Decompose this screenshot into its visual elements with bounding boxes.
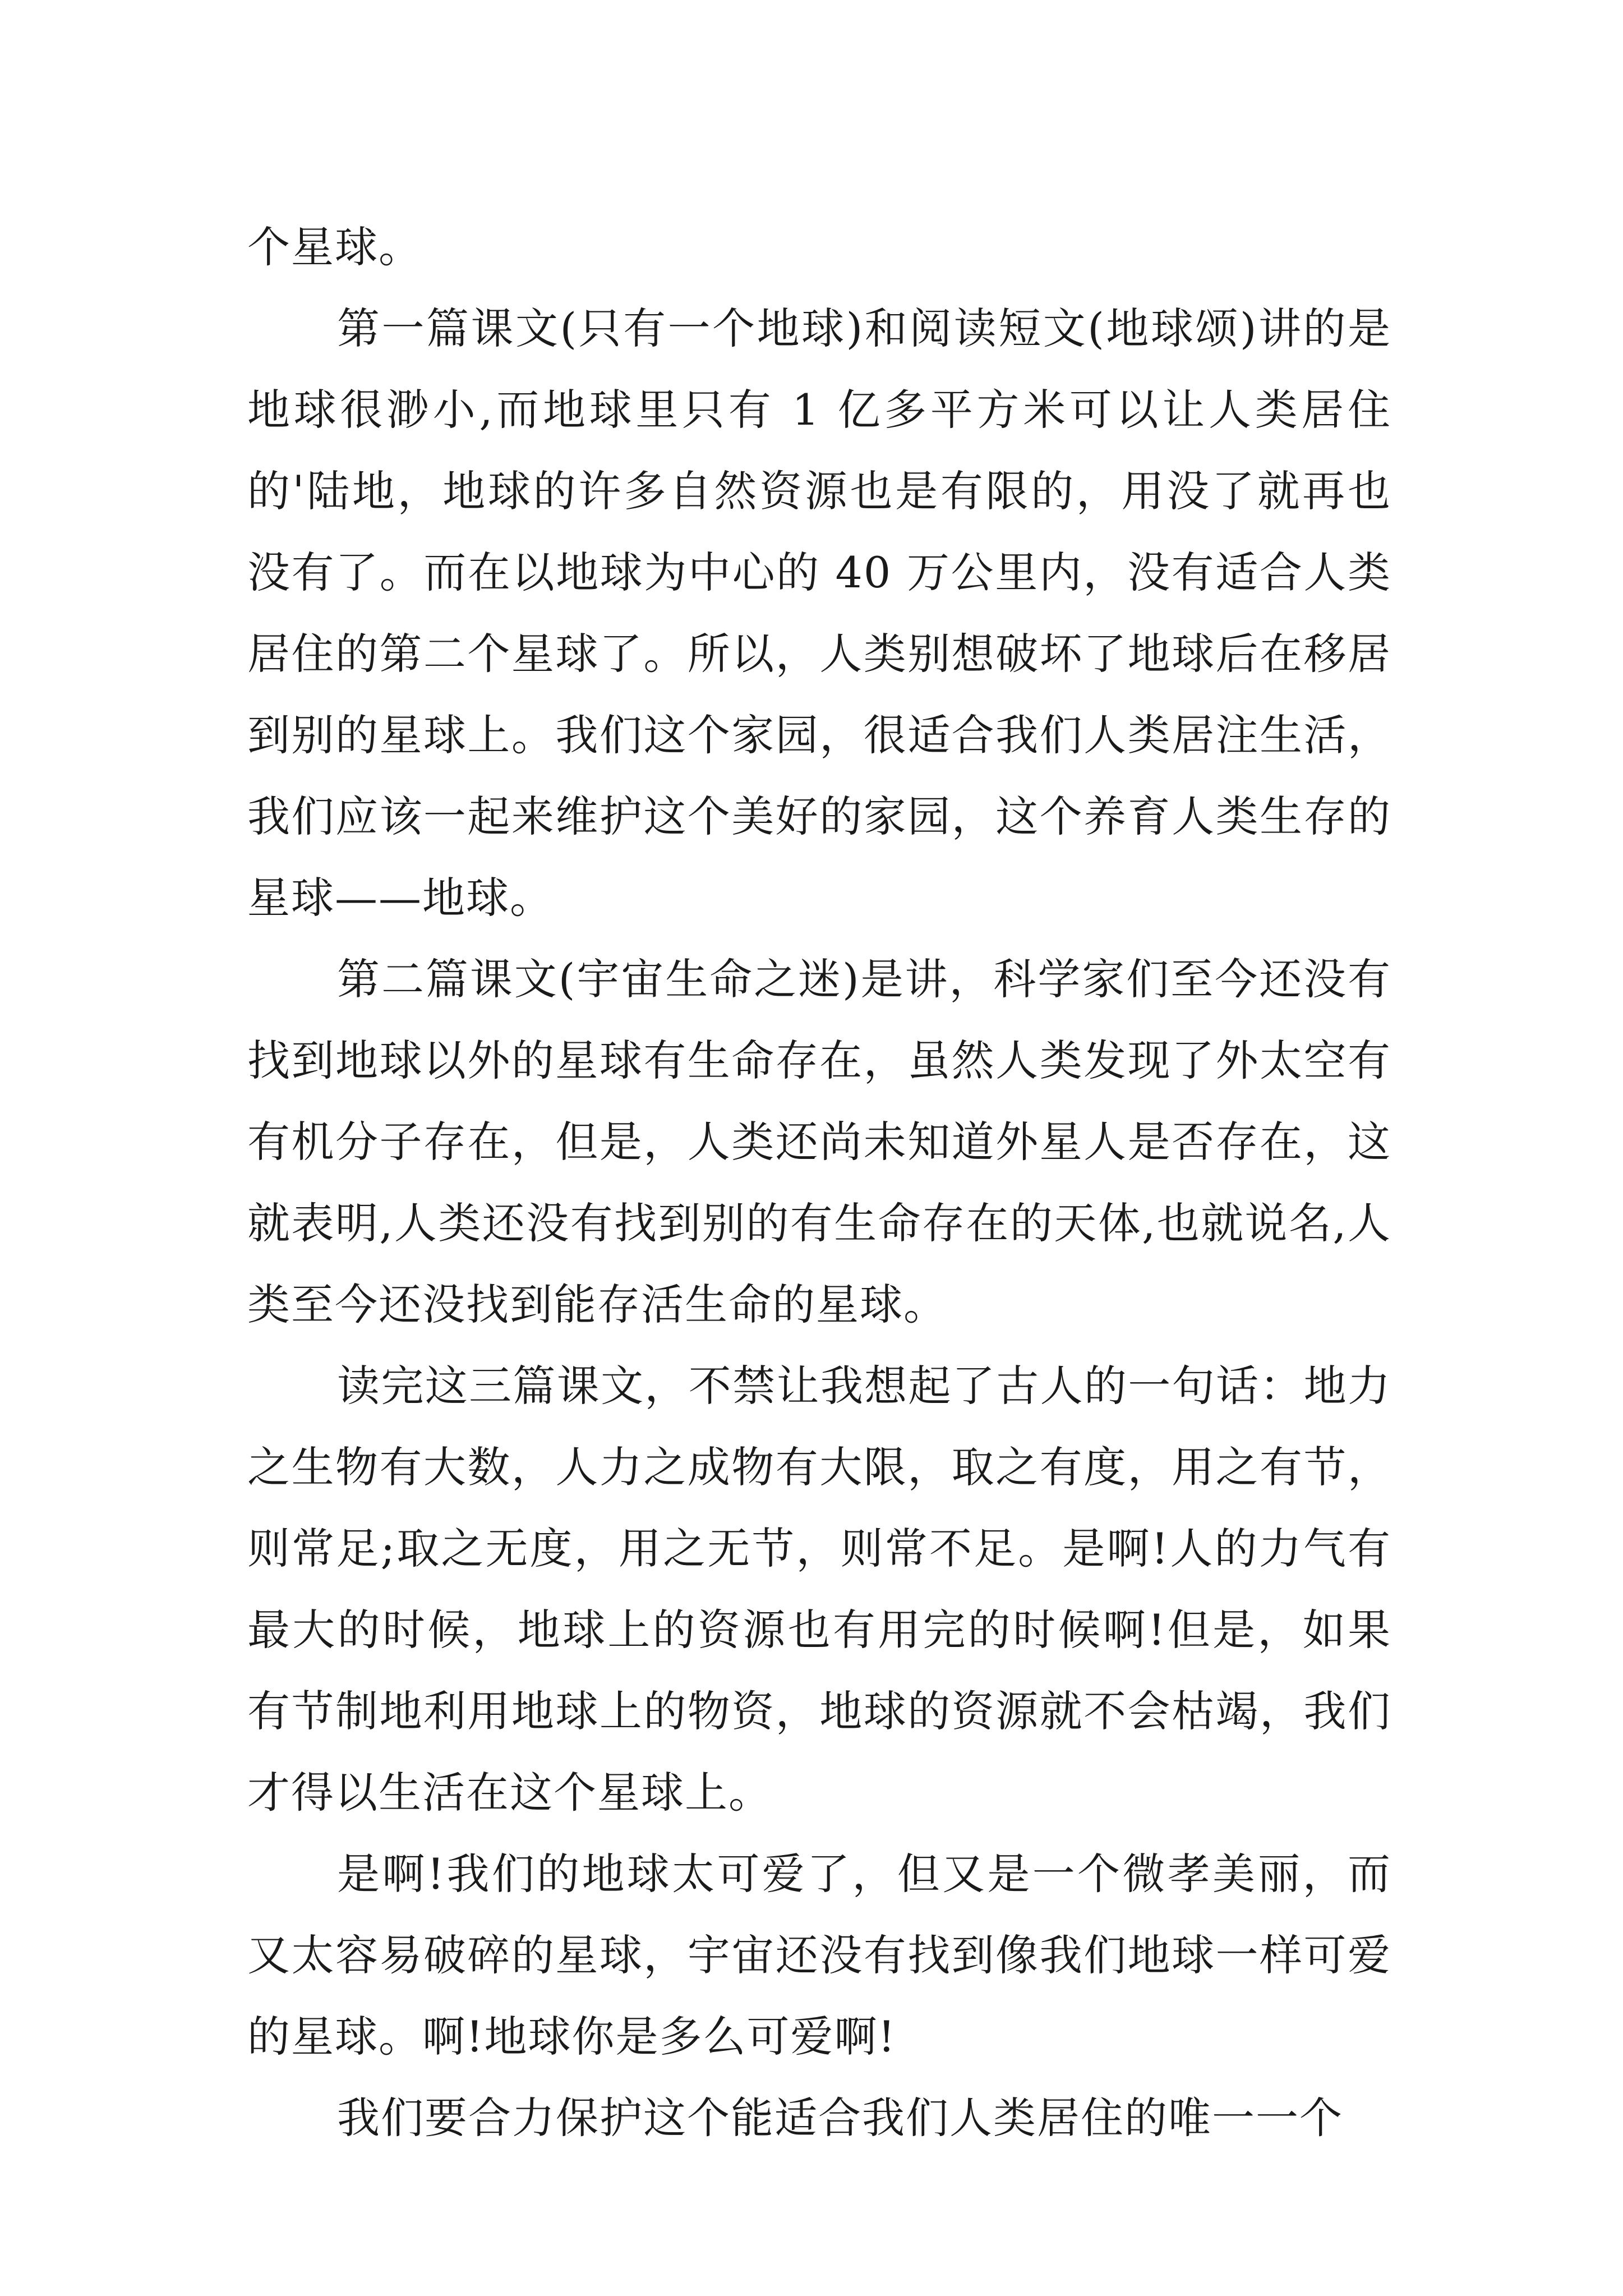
document-body (247, 206, 1391, 2159)
paragraph-closing: 我们要合力保护这个能适合我们人类居住的唯一一个 (337, 2093, 1343, 2143)
paragraph-second-text: 第二篇课文(宇宙生命之迷)是讲，科学家们至今还没有找到地球以外的星球有生命存在，虽然人类发现了外太空有有机分子存在，但是，人类还尚未知道外星人是否存在，这就表明,人类还没有找到别的有生命存在的天体,也就说名,人类至今还没找到能存活生命的星球。 (247, 954, 1391, 1329)
paragraph-exclamation: 是啊!我们的地球太可爱了，但又是一个微孝美丽，而又太容易破碎的星球，宇宙还没有找到像我们地球一样可爱的星球。啊!地球你是多么可爱啊! (247, 1849, 1391, 2062)
paragraph-continuation: 个星球。 (247, 222, 422, 272)
paragraph-first-text: 第一篇课文(只有一个地球)和阅读短文(地球颂)讲的是地球很渺小,而地球里只有 1 亿多平方米可以让人类居住的'陆地，地球的许多自然资源也是有限的，用没了就再也没有了。而在以地球为中心的 40 万公里内，没有适合人类居住的第二个星球了。所以，人类别想破坏了地球后在移居到别的星球上。我们这个家园，很适合我们人类居注生活，我们应该一起来维护这个美好的家园，这个养育人类生存的星球——地球。 (247, 303, 1391, 923)
paragraph-reflection: 读完这三篇课文，不禁让我想起了古人的一句话：地力之生物有大数，人力之成物有大限，取之有度，用之有节，则常足;取之无度，用之无节，则常不足。是啊!人的力气有最大的时候，地球上的资源也有用完的时候啊!但是，如果有节制地利用地球上的物资，地球的资源就不会枯竭，我们才得以生活在这个星球上。 (247, 1361, 1391, 1818)
